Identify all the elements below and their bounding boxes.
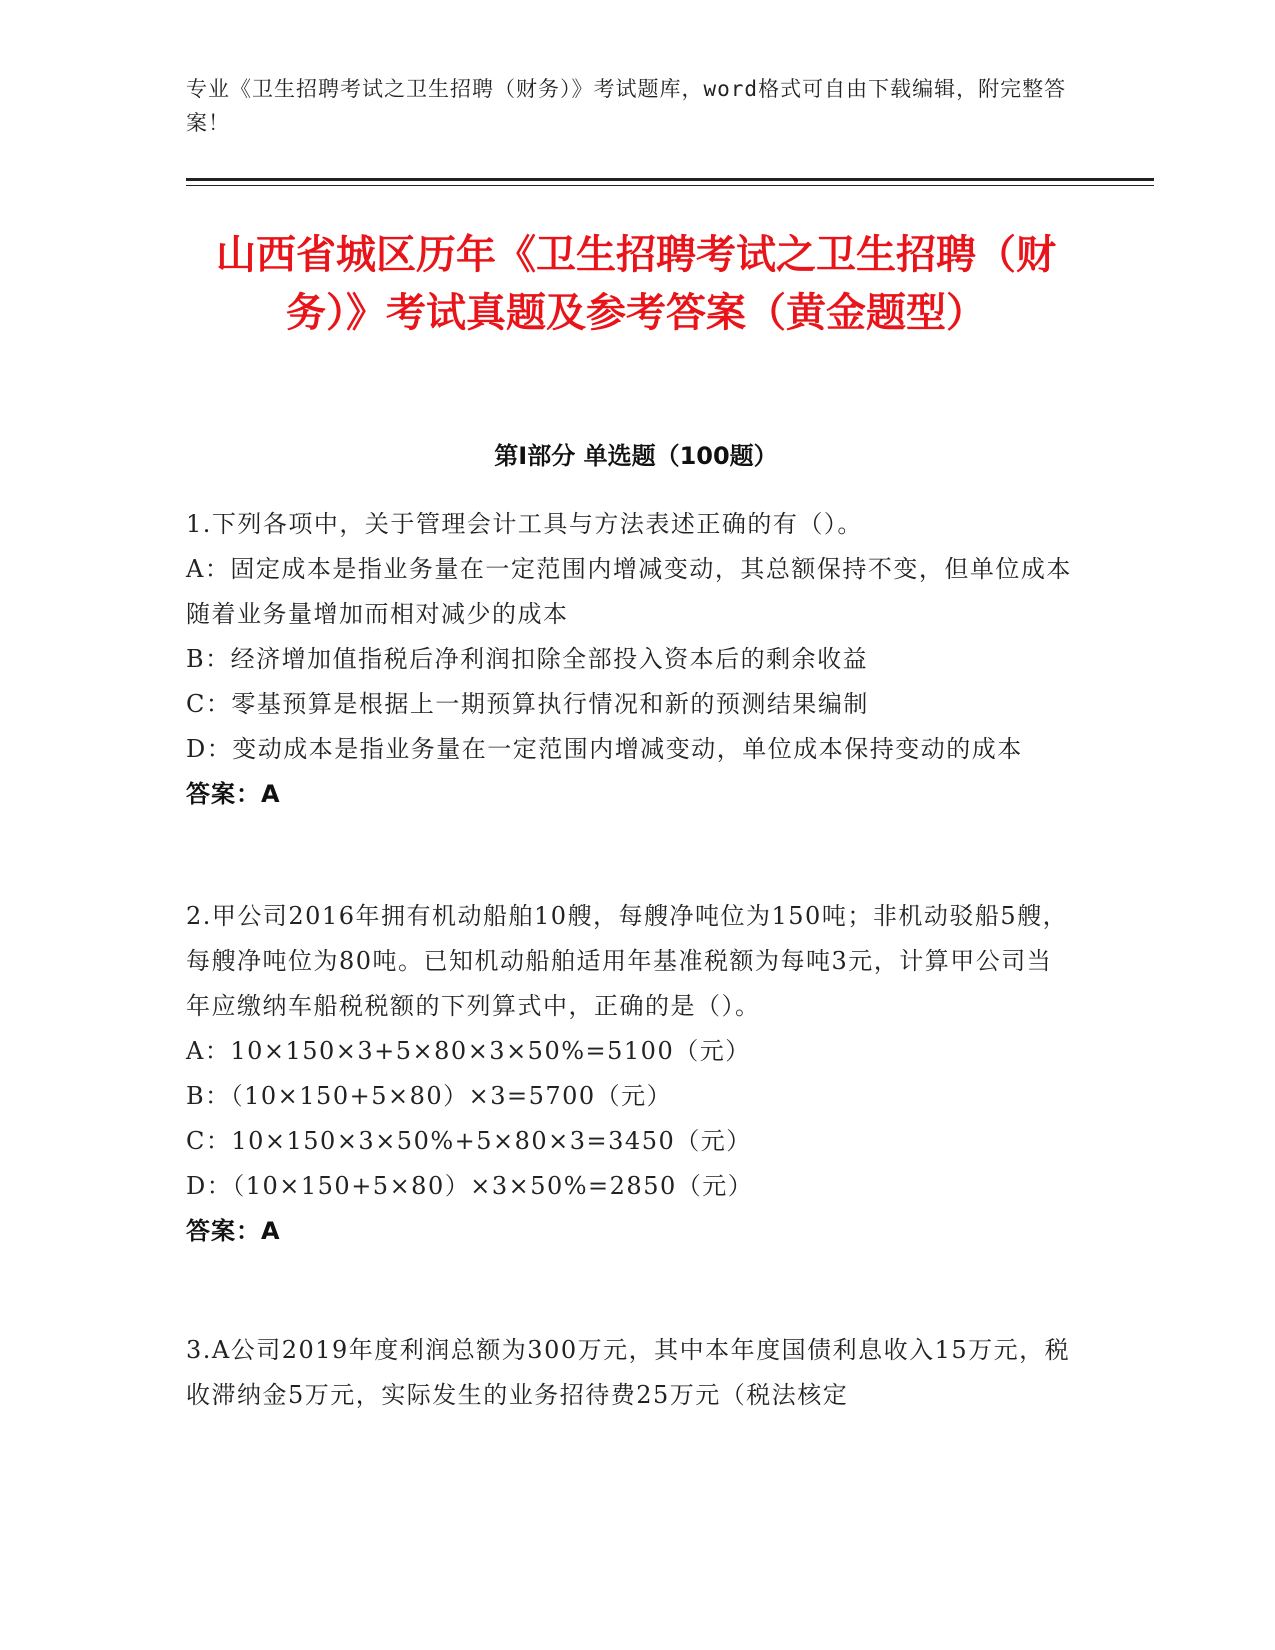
option-d: D：（10×150+5×80）×3×50%=2850（元） [186,1172,754,1200]
question-stem: 1.下列各项中，关于管理会计工具与方法表述正确的有（）。 [186,510,863,538]
question-stem: 2.甲公司2016年拥有机动船舶10艘，每艘净吨位为150吨；非机动驳船5艘，每艘净吨位为80吨。已知机动船舶适用年基准税额为每吨3元，计算甲公司当年应缴纳车船税税额的下列算式中，正确的是（）。 [186,902,1069,1020]
document-title: 山西省城区历年《卫生招聘考试之卫生招聘（财务）》考试真题及参考答案（黄金题型） [216,232,1056,336]
option-a: A：10×150×3+5×80×3×50%=5100（元） [186,1037,751,1065]
option-d: D：变动成本是指业务量在一定范围内增减变动，单位成本保持变动的成本 [186,735,1023,763]
header-rule-thin [186,185,1154,186]
header-note: 专业《卫生招聘考试之卫生招聘（财务）》考试题库，word格式可自由下载编辑，附完整答案！ [186,77,1067,135]
header-rule-thick [186,178,1154,181]
option-a: A：固定成本是指业务量在一定范围内增减变动，其总额保持不变，但单位成本随着业务量增加而相对减少的成本 [186,555,1072,628]
section-heading: 第Ⅰ部分 单选题（100题） [494,442,778,470]
question-2 [186,894,1076,1254]
option-b: B：经济增加值指税后净利润扣除全部投入资本后的剩余收益 [186,645,869,673]
option-b: B：（10×150+5×80）×3=5700（元） [186,1082,673,1110]
question-3 [186,1328,1076,1418]
answer: 答案：A [186,1217,281,1245]
option-c: C：10×150×3×50%+5×80×3=3450（元） [186,1127,752,1155]
question-1 [186,502,1076,817]
question-stem: 3.A公司2019年度利润总额为300万元，其中本年度国债利息收入15万元，税收滞纳金5万元，实际发生的业务招待费25万元（税法核定 [186,1336,1071,1409]
option-c: C：零基预算是根据上一期预算执行情况和新的预测结果编制 [186,690,869,718]
answer: 答案：A [186,780,281,808]
